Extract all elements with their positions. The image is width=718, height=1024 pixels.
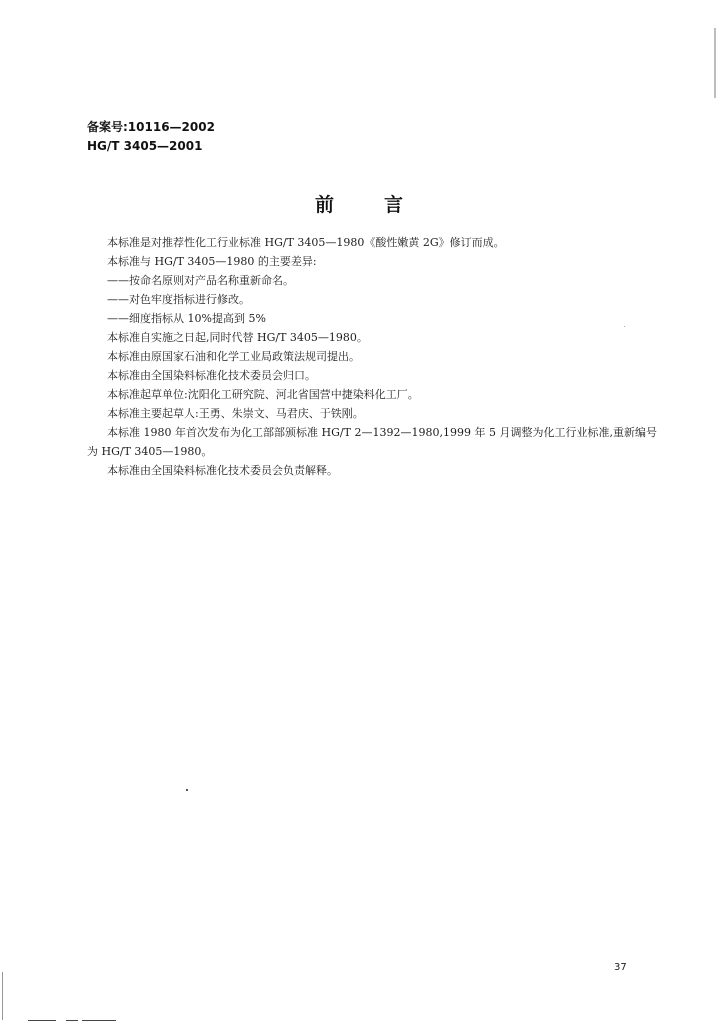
paragraph: ——对色牢度指标进行修改。	[107, 293, 250, 306]
paragraph: 本标准由原国家石油和化学工业局政策法规司提出。	[107, 350, 360, 363]
preface-body	[87, 233, 657, 480]
paragraph: 本标准由全国染料标准化技术委员会负责解释。	[107, 464, 338, 477]
standard-code: HG/T 3405—2001	[87, 139, 203, 153]
scan-bottom-line	[66, 1020, 78, 1021]
paragraph: 本标准主要起草人:王勇、朱崇文、马君庆、于铁刚。	[107, 407, 364, 420]
paragraph: ——按命名原则对产品名称重新命名。	[107, 274, 294, 287]
paragraph: 本标准起草单位:沈阳化工研究院、河北省国营中捷染料化工厂。	[107, 388, 419, 401]
scan-speck	[186, 789, 188, 791]
paragraph: 本标准 1980 年首次发布为化工部部颁标准 HG/T 2—1392—1980,1999 年 5 月调整为化工行业标准,重新编号为 HG/T 3405—1980。	[87, 426, 657, 458]
record-number: 备案号:10116—2002	[87, 120, 215, 134]
page-title: 前言	[314, 194, 453, 216]
scan-bottom-line	[82, 1020, 116, 1021]
scan-edge-mark	[714, 28, 716, 98]
paragraph: 本标准是对推荐性化工行业标准 HG/T 3405—1980《酸性嫩黄 2G》修订而成。	[107, 236, 505, 249]
scan-speck	[624, 326, 625, 327]
paragraph: ——细度指标从 10%提高到 5%	[107, 312, 266, 325]
scan-bottom-line	[28, 1020, 56, 1021]
page-number: 37	[614, 962, 627, 973]
scan-edge-marks	[2, 972, 10, 1022]
paragraph: 本标准由全国染料标准化技术委员会归口。	[107, 369, 316, 382]
paragraph: 本标准自实施之日起,同时代替 HG/T 3405—1980。	[107, 331, 368, 344]
paragraph: 本标准与 HG/T 3405—1980 的主要差异:	[107, 255, 317, 268]
document-header	[87, 118, 215, 156]
